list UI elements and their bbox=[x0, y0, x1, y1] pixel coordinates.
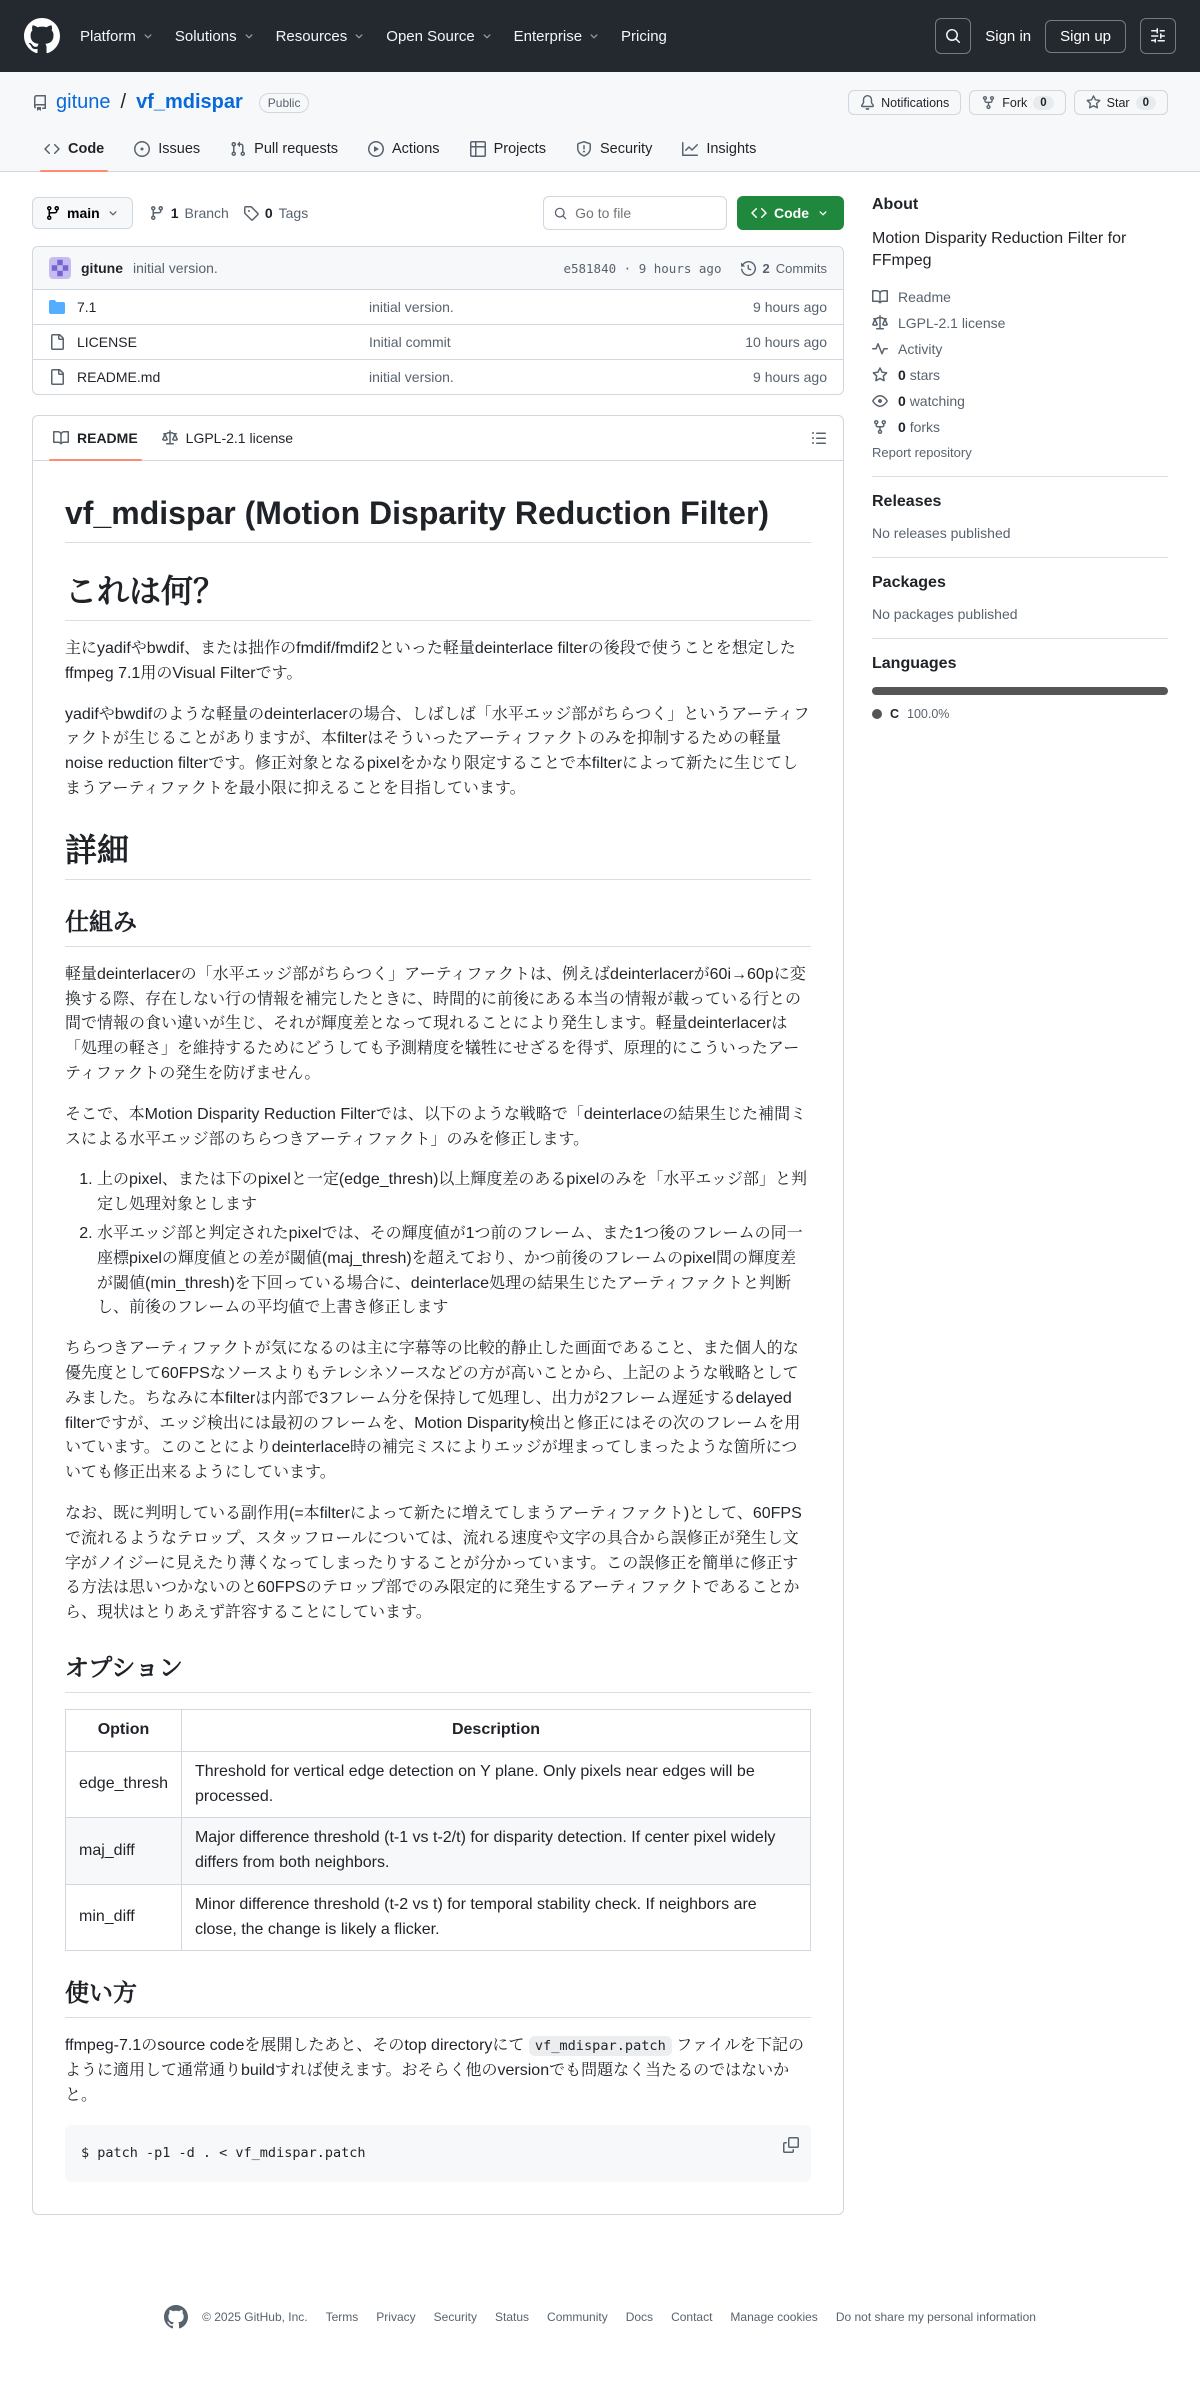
pulse-icon bbox=[872, 341, 888, 357]
law-icon bbox=[162, 430, 178, 446]
table-row[interactable] bbox=[33, 289, 843, 324]
heading-mechanism: 仕組み bbox=[65, 908, 811, 947]
footer-link-manage-cookies[interactable]: Manage cookies bbox=[730, 2309, 818, 2324]
tab-security[interactable]: Security bbox=[564, 129, 664, 171]
star-icon bbox=[872, 367, 888, 383]
branches-link[interactable]: 1 Branch bbox=[149, 205, 229, 221]
packages-title[interactable]: Packages bbox=[872, 573, 946, 591]
commit-author[interactable]: gitune bbox=[81, 260, 123, 276]
table-row bbox=[66, 1818, 811, 1885]
footer-link-do-not-share[interactable]: Do not share my personal information bbox=[835, 2309, 1036, 2324]
star-count: 0 bbox=[1136, 96, 1156, 110]
sign-in-link[interactable]: Sign in bbox=[985, 27, 1032, 45]
repo-header bbox=[0, 72, 1200, 172]
column-header: Option bbox=[66, 1709, 182, 1751]
file-commit-time: 9 hours ago bbox=[753, 299, 827, 315]
repo-tab-bar bbox=[32, 129, 1168, 171]
tab-insights[interactable]: Insights bbox=[670, 129, 768, 171]
heading-details: 詳細 bbox=[65, 830, 811, 880]
chevron-down-icon bbox=[242, 29, 256, 43]
readme-card bbox=[32, 415, 844, 2215]
strategy-list bbox=[65, 1168, 811, 1321]
sidebar-item-activity[interactable]: Activity bbox=[872, 341, 1168, 357]
graph-icon bbox=[682, 141, 698, 157]
sidebar-item-stars[interactable]: 0 stars bbox=[872, 367, 1168, 383]
repo-description: Motion Disparity Reduction Filter for FFmpeg bbox=[872, 230, 1127, 270]
branch-selector[interactable]: main bbox=[32, 197, 133, 229]
file-name-readme: README.md bbox=[49, 369, 369, 385]
copy-button[interactable] bbox=[779, 2133, 803, 2157]
chevron-down-icon bbox=[141, 29, 155, 43]
heading-options: オプション bbox=[65, 1654, 811, 1693]
file-tree-box bbox=[32, 246, 844, 395]
breadcrumb-separator: / bbox=[120, 91, 127, 113]
option-name: maj_diff bbox=[66, 1818, 182, 1885]
paragraph: 主にyadifやbwdif、または拙作のfmdif/fmdif2といった軽量deinterlace filterの後段で使うことを想定したffmpeg 7.1用のVisual Filterです。 bbox=[65, 640, 796, 682]
code-icon bbox=[44, 141, 60, 157]
file-commit-time: 9 hours ago bbox=[753, 369, 827, 385]
go-to-file-input[interactable] bbox=[573, 204, 716, 222]
footer-link-contact[interactable]: Contact bbox=[671, 2309, 713, 2324]
book-icon bbox=[53, 430, 69, 446]
chevron-down-icon bbox=[480, 29, 494, 43]
language-color-dot bbox=[872, 709, 882, 719]
footer-link-security[interactable]: Security bbox=[433, 2309, 477, 2324]
copy-icon bbox=[783, 2137, 799, 2153]
footer bbox=[0, 2271, 1200, 2389]
footer-link-terms[interactable]: Terms bbox=[325, 2309, 359, 2324]
play-icon bbox=[368, 141, 384, 157]
search-icon bbox=[554, 206, 567, 221]
option-description: Threshold for vertical edge detection on Y plane. Only pixels near edges will be processed. bbox=[181, 1751, 810, 1818]
tags-link[interactable]: 0 Tags bbox=[243, 205, 308, 221]
sliders-icon bbox=[1150, 28, 1166, 44]
footer-link-privacy[interactable]: Privacy bbox=[376, 2309, 416, 2324]
releases-title[interactable]: Releases bbox=[872, 492, 942, 510]
commit-message[interactable]: initial version. bbox=[133, 260, 218, 276]
chevron-down-icon bbox=[352, 29, 366, 43]
star-button[interactable]: Star 0 bbox=[1074, 90, 1168, 115]
option-description: Minor difference threshold (t-2 vs t) for temporal stability check. If neighbors are close, the change is likely a flicker. bbox=[181, 1884, 810, 1951]
chevron-down-icon bbox=[106, 206, 120, 220]
file-commit-time: 10 hours ago bbox=[745, 334, 827, 350]
languages-title: Languages bbox=[872, 654, 957, 672]
tab-readme[interactable]: README bbox=[41, 416, 150, 460]
releases-empty-text: No releases published bbox=[872, 524, 1011, 541]
sidebar-item-forks[interactable]: 0 forks bbox=[872, 419, 1168, 435]
list-unordered-icon bbox=[811, 430, 827, 446]
readme-tab-bar bbox=[33, 416, 843, 461]
languages-section bbox=[872, 655, 1168, 737]
packages-section bbox=[872, 574, 1168, 639]
nav-resources[interactable]: Resources bbox=[276, 28, 367, 45]
option-name: min_diff bbox=[66, 1884, 182, 1951]
fork-icon bbox=[872, 419, 888, 435]
sidebar bbox=[868, 196, 1168, 753]
visibility-badge: Public bbox=[259, 93, 310, 113]
nav-platform[interactable]: Platform bbox=[80, 28, 155, 45]
sidebar-item-watching[interactable]: 0 watching bbox=[872, 393, 1168, 409]
inline-code: vf_mdispar.patch bbox=[529, 2036, 672, 2056]
pull-request-icon bbox=[230, 141, 246, 157]
column-header: Description bbox=[181, 1709, 810, 1751]
paragraph: ちらつきアーティファクトが気になるのは主に字幕等の比較的静止した画面であること、また個人的な優先度として60FPSなソースよりもテレシネソースなどの方が高いことから、上記のような戦略としてみました。ちなみに本filterは内部で3フレーム分を保持して処理し、出力が2フレーム遅延するdelayed filterですが、エッジ検出には最初のフレームを、Motion Disparity検出と修正にはその次のフレームを用いています。このことによりdeinterlace時の補完ミスによりエッジが埋まってしまったような箇所についても修正出来るようにしています。 bbox=[65, 1340, 801, 1482]
history-icon bbox=[741, 261, 756, 276]
book-icon bbox=[872, 289, 888, 305]
tab-license[interactable]: LGPL-2.1 license bbox=[150, 416, 305, 460]
file-commit-message: initial version. bbox=[369, 299, 454, 315]
language-item-c[interactable]: C 100.0% bbox=[872, 707, 1168, 721]
star-icon bbox=[1086, 95, 1101, 110]
paragraph: 軽量deinterlacerの「水平エッジ部がちらつく」アーティファクトは、例えばdeinterlacerが60i→60pに変換する際、存在しない行の情報を補完したときに、時間的に前後にある本当の情報が載っている行との間で情報の食い違いが生じ、それが輝度差となって現れることにより発生します。軽量deinterlacerは「処理の軽さ」を維持するためにどうしても予測精度を犠牲にせざるを得ず、原理的にこういったアーティファクトの発生を防げません。 bbox=[65, 965, 806, 1082]
nav-solutions[interactable]: Solutions bbox=[175, 28, 256, 45]
chevron-down-icon bbox=[587, 29, 601, 43]
fork-button[interactable]: Fork 0 bbox=[969, 90, 1065, 115]
paragraph: なお、既に判明している副作用(=本filterによって新たに増えてしまうアーティファクト)として、60FPSで流れるようなテロップ、スタッフロールについては、流れる速度や文字の具合から誤修正が発生し文字がノイジーに見えたり薄くなってしまったりすることが分かっています。この誤修正を簡単に修正する方法は思いつかないのと60FPSのテロップ部でのみ限定的に発生するアーティファクトであることから、現状はとりあえず許容することにしています。 bbox=[65, 1504, 802, 1622]
about-section bbox=[872, 196, 1168, 477]
readme-title: vf_mdispar (Motion Disparity Reduction Filter) bbox=[65, 493, 811, 543]
site-header bbox=[0, 0, 1200, 72]
option-name: edge_thresh bbox=[66, 1751, 182, 1818]
tab-actions[interactable]: Actions bbox=[356, 129, 452, 171]
paragraph: yadifやbwdifのような軽量のdeinterlacerの場合、しばしば「水平エッジ部がちらつく」というアーティファクトが生じることがありますが、本filterはそういったアーティファクトのみを抑制するための軽量noise reduction filterです。修正対象となるpixelをかなり限定することで本filterによって新たに生じてしまうアーティファクトを最小限に抑えることを目指しています。 bbox=[65, 705, 810, 797]
readme-content bbox=[33, 461, 843, 2214]
tab-code[interactable]: Code bbox=[32, 129, 116, 171]
chevron-down-icon bbox=[816, 206, 830, 220]
releases-section bbox=[872, 493, 1168, 558]
table-icon bbox=[470, 141, 486, 157]
avatar[interactable] bbox=[49, 257, 71, 279]
file-commit-message: initial version. bbox=[369, 369, 454, 385]
eye-icon bbox=[872, 393, 888, 409]
notifications-button[interactable]: Notifications bbox=[848, 90, 961, 115]
language-bar[interactable] bbox=[872, 687, 1168, 695]
packages-empty-text: No packages published bbox=[872, 605, 1018, 622]
options-table bbox=[65, 1709, 811, 1952]
github-logo-icon[interactable] bbox=[24, 18, 60, 54]
footer-link-community[interactable]: Community bbox=[547, 2309, 608, 2324]
commit-sha[interactable]: e581840 · 9 hours ago bbox=[563, 260, 722, 276]
code-block bbox=[65, 2125, 811, 2182]
footer-link-docs[interactable]: Docs bbox=[625, 2309, 654, 2324]
fork-icon bbox=[981, 95, 996, 110]
file-name-7.1: 7.1 bbox=[49, 299, 369, 315]
code-button[interactable]: Code bbox=[737, 196, 844, 230]
about-title: About bbox=[872, 196, 919, 213]
latest-commit-bar bbox=[33, 247, 843, 289]
issue-opened-icon bbox=[134, 141, 150, 157]
footer-link-status[interactable]: Status bbox=[495, 2309, 530, 2324]
nav-pricing[interactable]: Pricing bbox=[621, 27, 667, 45]
fork-count: 0 bbox=[1033, 96, 1053, 110]
usage-paragraph: ffmpeg-7.1のsource codeを展開したあと、そのtop directoryにて vf_mdispar.patch ファイルを下記のように適用して通常通りbuildすれば使えます。おそらく他のversionでも問題なく当たるのではないかと。 bbox=[65, 2037, 804, 2105]
heading-usage: 使い方 bbox=[65, 1979, 811, 2018]
shield-icon bbox=[576, 141, 592, 157]
repo-icon bbox=[32, 95, 48, 111]
outline-button[interactable] bbox=[803, 422, 835, 454]
code-icon bbox=[751, 205, 767, 221]
breadcrumb bbox=[32, 91, 848, 114]
tag-icon bbox=[243, 205, 259, 221]
branch-toolbar bbox=[32, 196, 844, 230]
github-footer-logo-icon[interactable] bbox=[164, 2305, 188, 2329]
git-branch-icon bbox=[45, 205, 61, 221]
repo-owner-link[interactable]: gitune bbox=[56, 91, 111, 113]
list-item: 2. 水平エッジ部と判定されたpixelでは、その輝度値が1つ前のフレーム、また1つ後のフレームの同一座標pixelの輝度値との差が閾値(maj_thresh)を超えており、かつ前後のフレームのpixel間の輝度差が閾値(min_thresh)を下回っている場合に、deinterlace処理の結果生じたアーティファクトと判断し、前後のフレームの平均値で上書き修正します bbox=[97, 1222, 811, 1321]
file-icon bbox=[49, 369, 65, 385]
option-description: Major difference threshold (t-1 vs t-2/t) for disparity detection. If center pixel widely differs from both neighbors. bbox=[181, 1818, 810, 1885]
sign-up-button[interactable]: Sign up bbox=[1045, 20, 1126, 53]
file-commit-message: Initial commit bbox=[369, 334, 451, 350]
folder-icon bbox=[49, 299, 65, 315]
sidebar-item-license[interactable]: LGPL-2.1 license bbox=[872, 315, 1168, 331]
search-icon bbox=[945, 28, 961, 44]
paragraph: そこで、本Motion Disparity Reduction Filterでは、以下のような戦略で「deinterlaceの結果生じた補間ミスによる水平エッジ部のちらつきアーティファクト」のみを修正します。 bbox=[65, 1105, 807, 1148]
table-row bbox=[66, 1884, 811, 1951]
sidebar-item-readme[interactable]: Readme bbox=[872, 289, 1168, 305]
file-icon bbox=[49, 334, 65, 350]
tab-projects[interactable]: Projects bbox=[458, 129, 558, 171]
law-icon bbox=[872, 315, 888, 331]
bell-icon bbox=[860, 95, 875, 110]
nav-enterprise[interactable]: Enterprise bbox=[514, 28, 601, 45]
search-button[interactable] bbox=[935, 18, 971, 54]
commit-history-link[interactable]: 2 Commits bbox=[741, 261, 827, 276]
nav-open-source[interactable]: Open Source bbox=[386, 28, 493, 45]
report-repository-link[interactable]: Report repository bbox=[872, 444, 972, 460]
repo-name-link[interactable]: vf_mdispar bbox=[136, 91, 243, 113]
file-name-license: LICENSE bbox=[49, 334, 369, 350]
copyright-text: © 2025 GitHub, Inc. bbox=[202, 2309, 308, 2324]
git-branch-icon bbox=[149, 205, 165, 221]
heading-what-is-this: これは何？ bbox=[65, 571, 811, 621]
table-row[interactable] bbox=[33, 324, 843, 359]
command-palette-button[interactable] bbox=[1140, 18, 1176, 54]
tab-pull-requests[interactable]: Pull requests bbox=[218, 129, 350, 171]
code-text: $ patch -p1 -d . < vf_mdispar.patch bbox=[81, 2144, 366, 2161]
go-to-file-box bbox=[543, 196, 727, 230]
table-row bbox=[66, 1751, 811, 1818]
list-item: 1. 上のpixel、または下のpixelと一定(edge_thresh)以上輝度差のあるpixelのみを「水平エッジ部」と判定し処理対象とします bbox=[97, 1168, 811, 1218]
table-row[interactable] bbox=[33, 359, 843, 394]
tab-issues[interactable]: Issues bbox=[122, 129, 212, 171]
